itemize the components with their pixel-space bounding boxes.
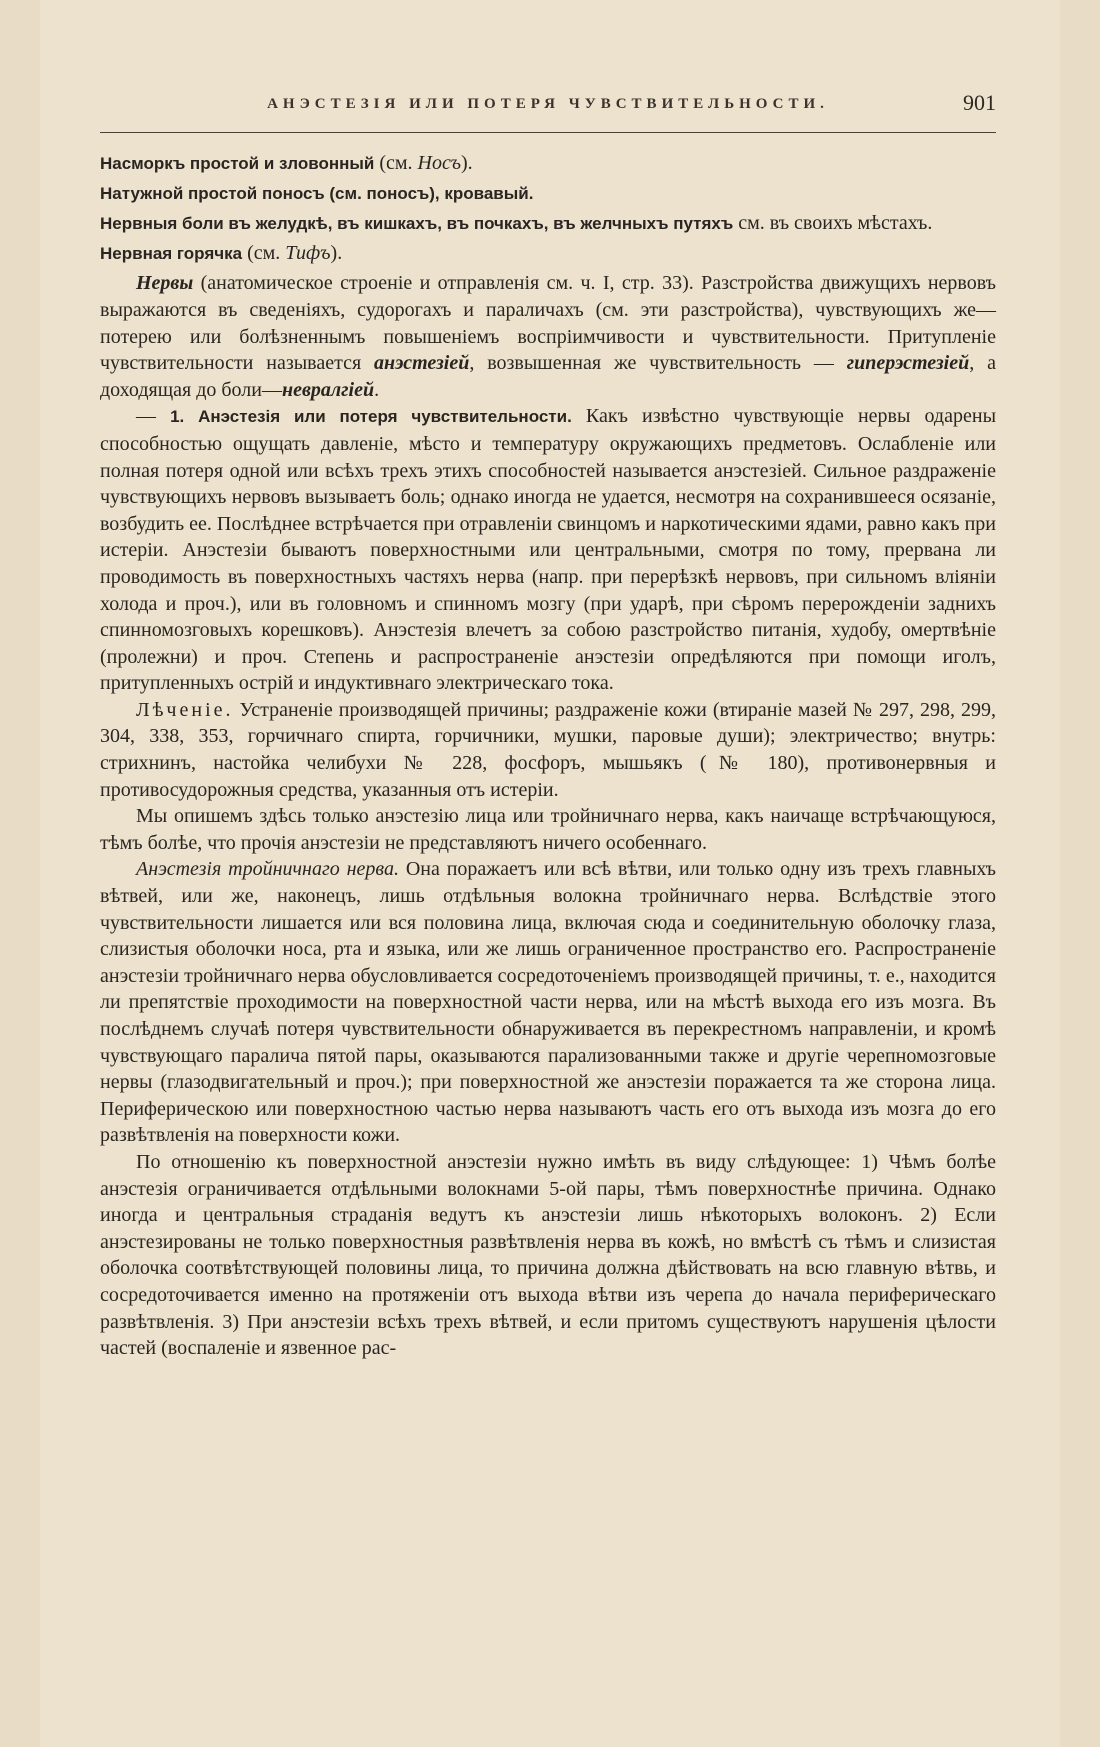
entry-nasmork: [100, 150, 996, 178]
entry-text: ).: [460, 152, 473, 174]
paragraph-text: (анатомическое строеніе и отправленія см. ч. I, стр. 33). Разстройства движущихъ нервовъ выражаются въ сведеніяхъ, судорогахъ и параличахъ (см. эти разстройства), чувствующихъ же—потерею или болѣзненнымъ повышеніемъ воспріимчивости и чувствительности. Притупленіе чувствительности называется: [100, 272, 996, 375]
paragraph-text: , а доходящая до боли—: [100, 352, 996, 401]
entry-head: Нервныя боли въ желудкѣ, въ кишкахъ, въ почкахъ, въ желчныхъ путяхъ: [100, 214, 734, 234]
running-header: [100, 90, 996, 133]
term: невралгіей: [281, 378, 375, 401]
book-page: [40, 0, 1060, 1747]
paragraph-text: Какъ извѣстно чувствующіе нервы одарены способностью ощущать давленіе, мѣсто и температуру окружающихъ предметовъ. Ослабленіе или полная потеря одной или всѣхъ трехъ этихъ способностей называется анэстезіей. Сильное раздраженіе чувствующихъ нервовъ вызываетъ боль; однако иногда не удается, несмотря на сохранившееся осязаніе, возбудить ее. Послѣднее встрѣчается при отравленіи свинцомъ и наркотическими ядами, равно какъ при истеріи. Анэстезіи бываютъ поверхностными или центральными, смотря по тому, прервана ли проводимость въ поверхностныхъ частяхъ нерва (напр. при перерѣзкѣ нервовъ, при сильномъ вліяніи холода и проч.), или въ головномъ и спинномъ мозгу (при ударѣ, при сѣромъ перерожденіи заднихъ спинномозговыхъ корешковъ). Анэстезія влечетъ за собою разстройство питанія, худобу, омертвѣніе (пролежни) и проч. Степень и распространеніе анэстезіи опредѣляются при помощи иголъ, притупленныхъ острій и индуктивнаго электрическаго тока.: [100, 405, 997, 695]
paragraph-anesthesia: [100, 403, 996, 697]
entry-head: Нервная горячка: [100, 244, 243, 264]
cross-reference: Тифъ: [285, 242, 331, 265]
page-number: 901: [963, 90, 996, 115]
body-text: [100, 150, 996, 1362]
paragraph-text: Устраненіе производящей причины; раздраженіе кожи (втираніе мазей № 297, 298, 299, 304, 338, 353, горчичнаго спирта, горчичники, мушки, паровые души); электричество; внутрь: стрихнинъ, настойка челибухи № 228, фосфоръ, мышьякъ (№ 180), противонервныя и противосудорожныя средства, указанныя отъ истеріи.: [100, 698, 996, 801]
entry-nervnaya-goryachka: [100, 240, 996, 268]
entry-text: ).: [330, 242, 343, 265]
dash: —: [136, 405, 171, 428]
running-title: АНЭСТЕЗІЯ ИЛИ ПОТЕРЯ ЧУВСТВИТЕЛЬНОСТИ.: [267, 96, 829, 112]
paragraph-treatment: [100, 697, 996, 803]
paragraph-text: , возвышенная же чувствительность —: [469, 352, 847, 375]
paragraph-trigeminal: [100, 856, 996, 1149]
term: гиперэстезіей: [846, 352, 970, 375]
entry-nervnye-boli: [100, 210, 996, 238]
paragraph-text: .: [374, 378, 380, 401]
cross-reference: Носъ: [417, 152, 461, 174]
paragraph-nervy: [100, 270, 996, 403]
paragraph-text: Она поражаетъ или всѣ вѣтви, или только одну изъ трехъ главныхъ вѣтвей, или же, наконецъ, лишь отдѣльныя волокна тройничнаго нерва. Вслѣдствіе этого чувствительности лишается или вся половина лица, включая сюда и соединительную оболочку глаза, слизистыя оболочки носа, рта и языка, или же лишь ограниченное пространство его. Распространеніе анэстезіи тройничнаго нерва обусловливается сосредоточеніемъ производящей причины, т. е., находится ли препятствіе проходимости на поверхностной части нерва, или на мѣстѣ выхода его изъ мозга. Въ послѣднемъ случаѣ потеря чувствительности обнаруживается въ перекрестномъ направленіи, и кромѣ чувствующаго паралича пятой пары, оказываются парализованными также и другіе черепномозговые нервы (глазодвигательный и проч.); при поверхностной же анэстезіи поражается та же сторона лица. Периферическою или поверхностною частью нерва называютъ часть его отъ выхода изъ мозга до его развѣтвленія на поверхности кожи.: [100, 858, 997, 1147]
entry-text: (см.: [374, 152, 418, 174]
treatment-heading: Лѣченіе.: [136, 698, 234, 721]
entry-head: Насморкъ простой и зловонный: [100, 154, 375, 173]
entry-natuzhnoy: [100, 180, 996, 208]
paragraph-face: Мы опишемъ здѣсь только анэстезію лица или тройничнаго нерва, какъ наичаще встрѣчающуюся, тѣмъ болѣе, что прочія анэстезіи не представляютъ ничего особеннаго.: [100, 805, 996, 854]
term: анэстезіей: [374, 352, 470, 375]
subsection-heading: Анэстезія тройничнаго нерва.: [136, 858, 399, 881]
entry-text: (см.: [242, 242, 286, 265]
paragraph-surface-anesthesia: По отношенію къ поверхностной анэстезіи нужно имѣть въ виду слѣдующее: 1) Чѣмъ болѣе анэстезія ограничивается отдѣльными волокнами 5-ой пары, тѣмъ поверхностнѣе причина. Однако иногда и центральныя страданія ведутъ къ анэстезіи лишь нѣкоторыхъ волоконъ. 2) Если анэстезированы не только поверхностныя развѣтвленія нерва въ кожѣ, но вмѣстѣ съ тѣмъ и слизистая оболочка соотвѣтствующей половины лица, то причина должна дѣйствовать на всю главную вѣтвь, и сосредоточивается именно на протяженіи отъ выхода вѣтви изъ черепа до начала периферическаго развѣтвленія. 3) При анэстезіи всѣхъ трехъ вѣтвей, и если притомъ существуютъ нарушенія цѣлости частей (воспаленіе и язвенное рас-: [100, 1150, 996, 1360]
entry-head: Натужной простой поносъ (см. поносъ), кровавый.: [100, 184, 534, 204]
entry-text: см. въ своихъ мѣстахъ.: [733, 212, 933, 235]
subsection-heading: 1. Анэстезія или потеря чувствительности.: [170, 407, 572, 427]
section-heading: Нервы: [136, 272, 194, 295]
